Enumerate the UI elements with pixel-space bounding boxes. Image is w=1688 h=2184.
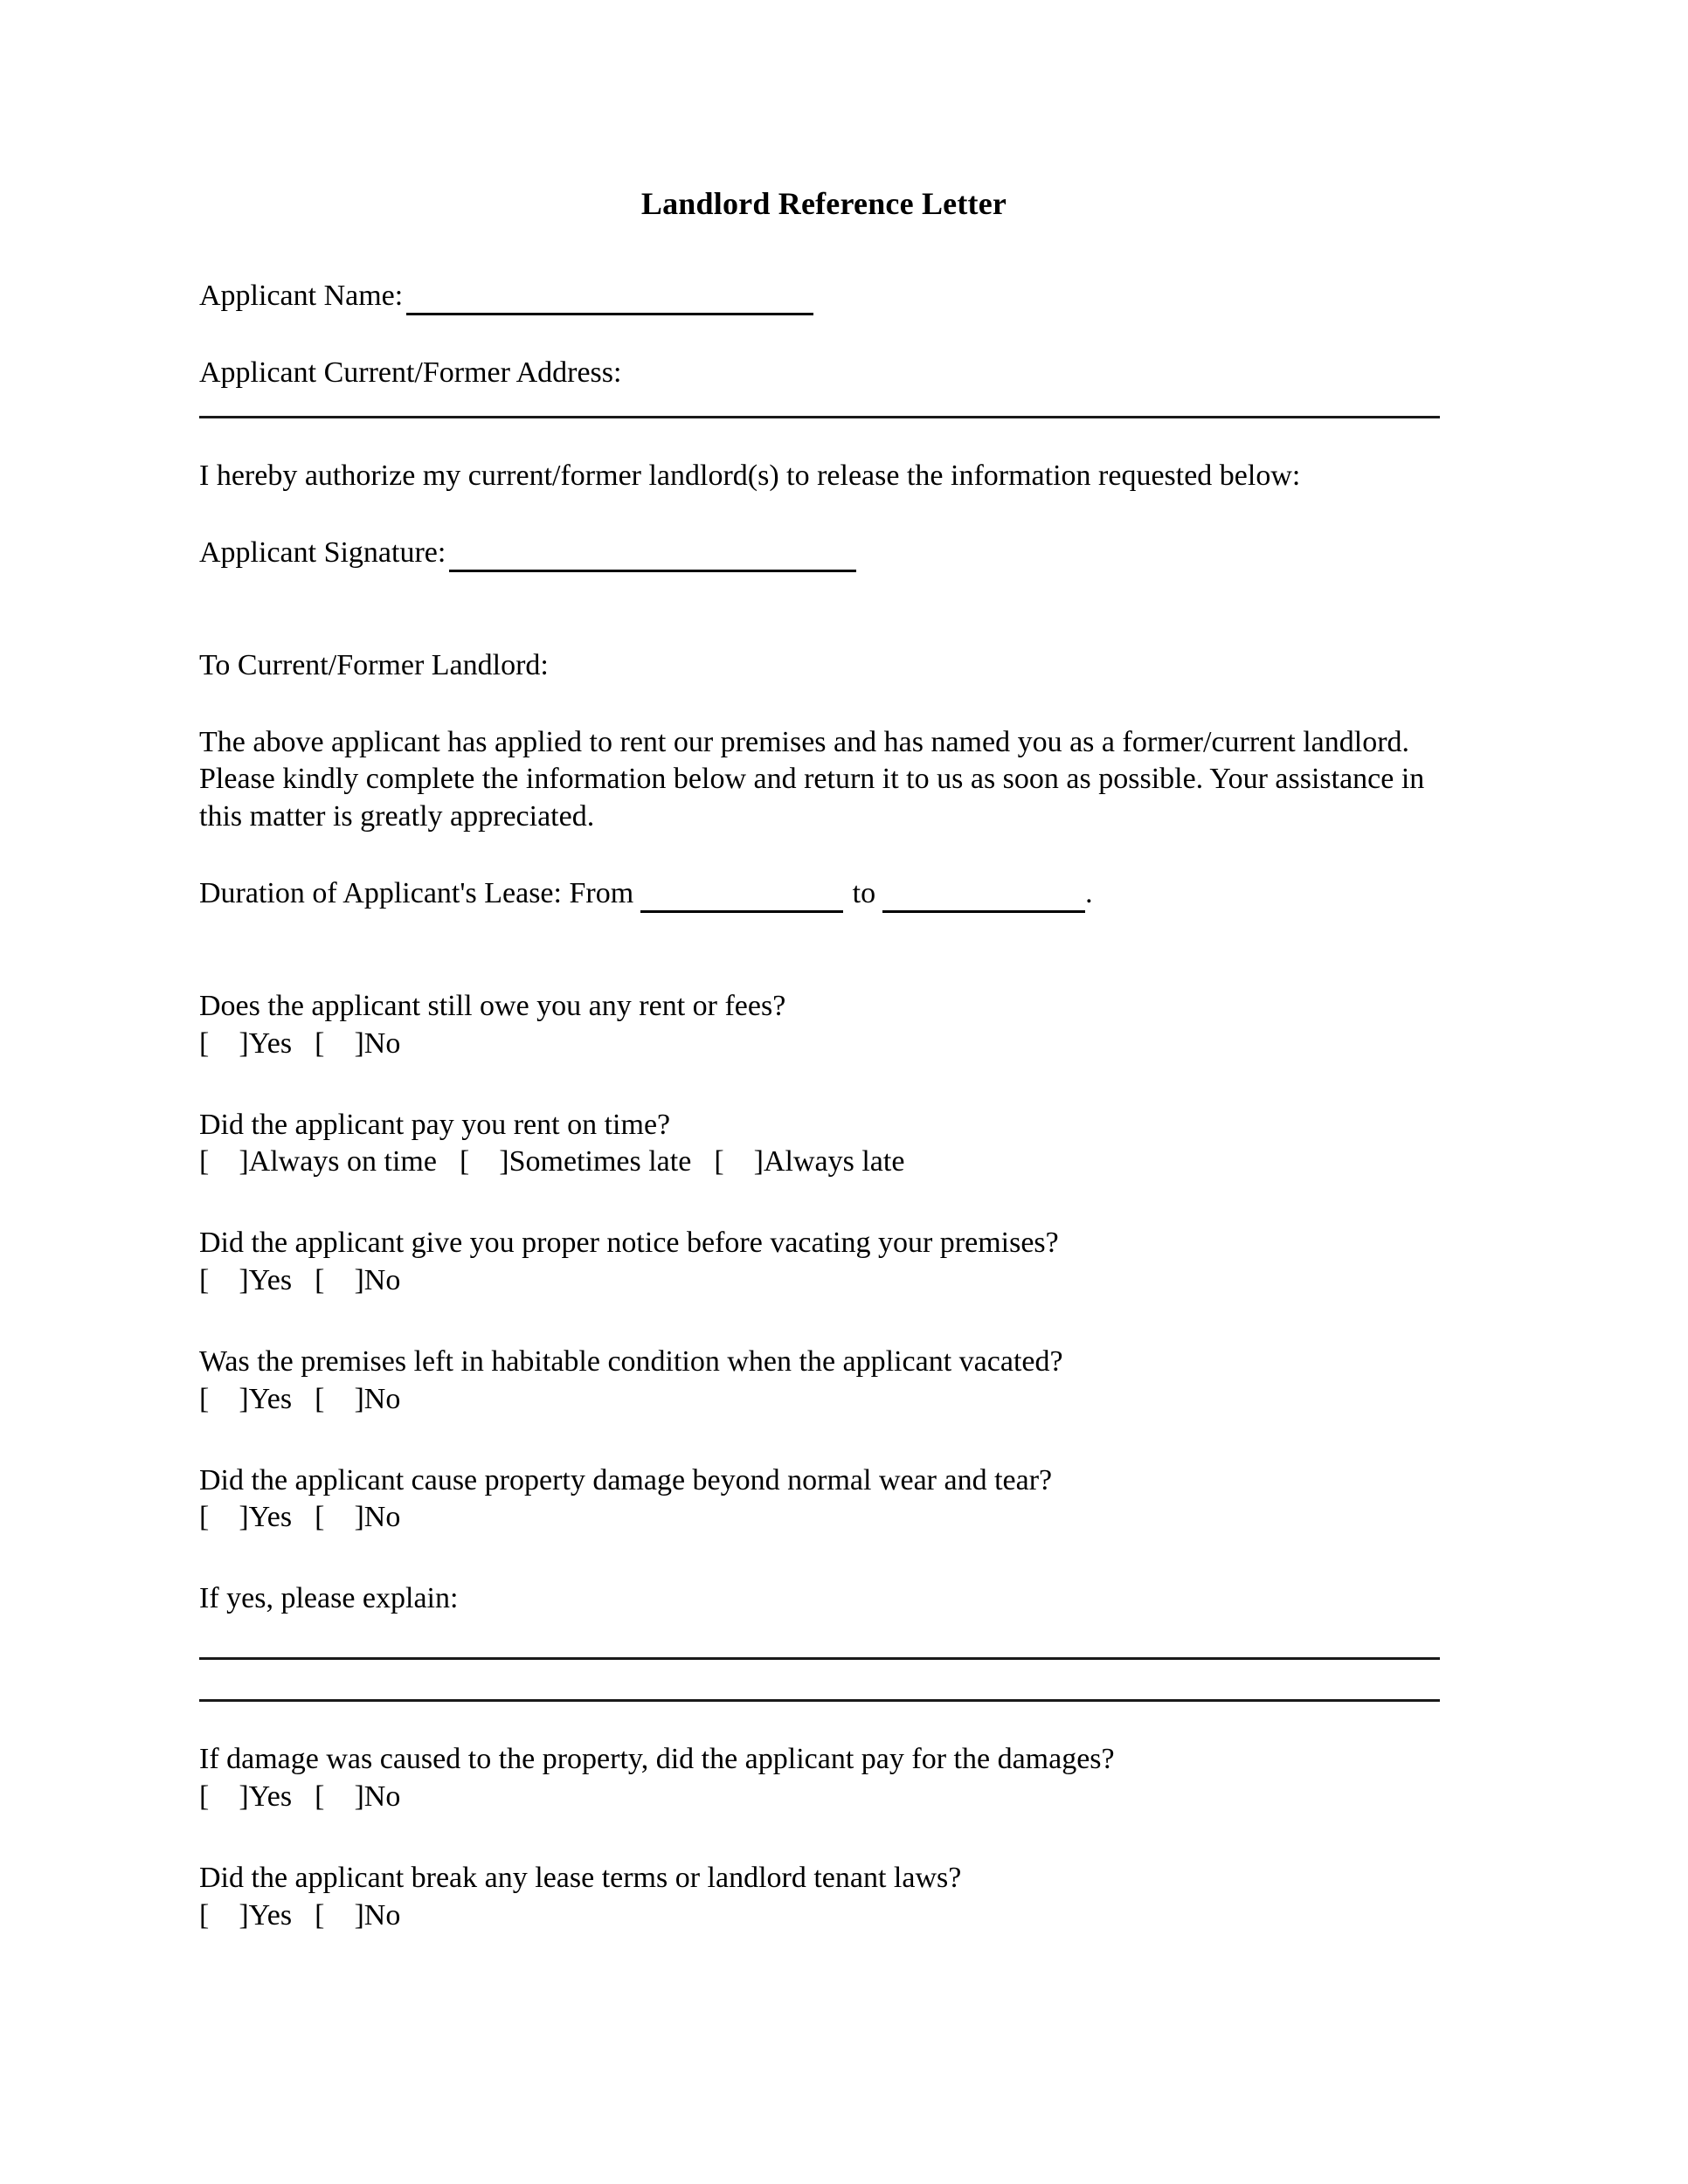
applicant-name-input[interactable] [406,283,813,316]
intro-paragraph: The above applicant has applied to rent our premises and has named you as a former/current landlord. Please kindly complete the information below and return it to us as soon as possible. Your assistance in this matter is greatly appreciated. [199,725,1425,833]
page-title: Landlord Reference Letter [640,186,1007,221]
question-block [199,1344,1440,1419]
question-text: Did the applicant pay you rent on time? [199,1108,671,1141]
checkbox-always-late[interactable]: [ ] [714,1145,764,1178]
lease-duration-row [199,875,1440,913]
lease-duration-middle: to [852,877,876,910]
checkbox-yes[interactable]: [ ] [199,1501,249,1534]
question-options [199,1897,1440,1935]
question-block [199,988,1440,1063]
question-text: Was the premises left in habitable condition when the applicant vacated? [199,1344,1063,1378]
checkbox-no[interactable]: [ ] [315,1264,364,1297]
question-block [199,1860,1440,1935]
checkbox-yes[interactable]: [ ] [199,1264,249,1297]
question-block [199,1107,1440,1182]
applicant-signature-label: Applicant Signature: [199,536,446,569]
question-text: Does the applicant still owe you any rent or fees? [199,989,786,1022]
lease-duration-prefix: Duration of Applicant's Lease: From [199,877,634,910]
checkbox-label-no: No [363,1382,401,1415]
question-text: Did the applicant break any lease terms or landlord tenant laws? [199,1861,962,1894]
document-body [199,185,1440,1934]
checkbox-no[interactable]: [ ] [315,1026,364,1060]
checkbox-yes[interactable]: [ ] [199,1898,249,1932]
question-options [199,1144,1440,1181]
checkbox-always-on-time[interactable]: [ ] [199,1145,249,1178]
lease-duration-suffix: . [1085,877,1093,910]
checkbox-label-yes: Yes [248,1264,293,1297]
checkbox-no[interactable]: [ ] [315,1780,364,1813]
lease-from-input[interactable] [640,880,843,913]
question-text: Did the applicant give you proper notice before vacating your premises? [199,1227,1059,1260]
applicant-name-label: Applicant Name: [199,280,404,313]
question-options [199,1779,1440,1816]
to-landlord-label: To Current/Former Landlord: [199,648,549,681]
question-block [199,1225,1440,1300]
question-text: If damage was caused to the property, did the applicant pay for the damages? [199,1743,1115,1776]
applicant-signature-input[interactable] [449,539,856,572]
checkbox-yes[interactable]: [ ] [199,1026,249,1060]
lease-to-input[interactable] [882,880,1085,913]
checkbox-yes[interactable]: [ ] [199,1382,249,1415]
question-options [199,1499,1440,1537]
checkbox-label-yes: Yes [248,1026,293,1060]
checkbox-label-yes: Yes [248,1898,293,1932]
checkbox-label-no: No [363,1780,401,1813]
question-options [199,1381,1440,1419]
checkbox-label-no: No [363,1501,401,1534]
checkbox-label-yes: Yes [248,1780,293,1813]
applicant-address-label: Applicant Current/Former Address: [199,356,622,390]
applicant-signature-row [199,535,1440,572]
question-options [199,1026,1440,1063]
checkbox-label-yes: Yes [248,1382,293,1415]
checkbox-no[interactable]: [ ] [315,1501,364,1534]
checkbox-sometimes-late[interactable]: [ ] [459,1145,509,1178]
authorization-text: I hereby authorize my current/former landlord(s) to release the information requested below: [199,460,1301,493]
checkbox-label-always-on-time: Always on time [248,1145,437,1178]
checkbox-label-no: No [363,1264,401,1297]
question-block [199,1741,1440,1816]
checkbox-label-yes: Yes [248,1501,293,1534]
checkbox-no[interactable]: [ ] [315,1382,364,1415]
applicant-name-row [199,278,1440,315]
checkbox-yes[interactable]: [ ] [199,1780,249,1813]
checkbox-label-no: No [363,1026,401,1060]
question-block [199,1462,1440,1538]
checkbox-label-always-late: Always late [763,1145,905,1178]
question-options [199,1262,1440,1300]
explain-label: If yes, please explain: [199,1582,459,1615]
checkbox-label-no: No [363,1898,401,1932]
question-text: Did the applicant cause property damage beyond normal wear and tear? [199,1463,1053,1496]
checkbox-label-sometimes-late: Sometimes late [508,1145,692,1178]
checkbox-no[interactable]: [ ] [315,1898,364,1932]
